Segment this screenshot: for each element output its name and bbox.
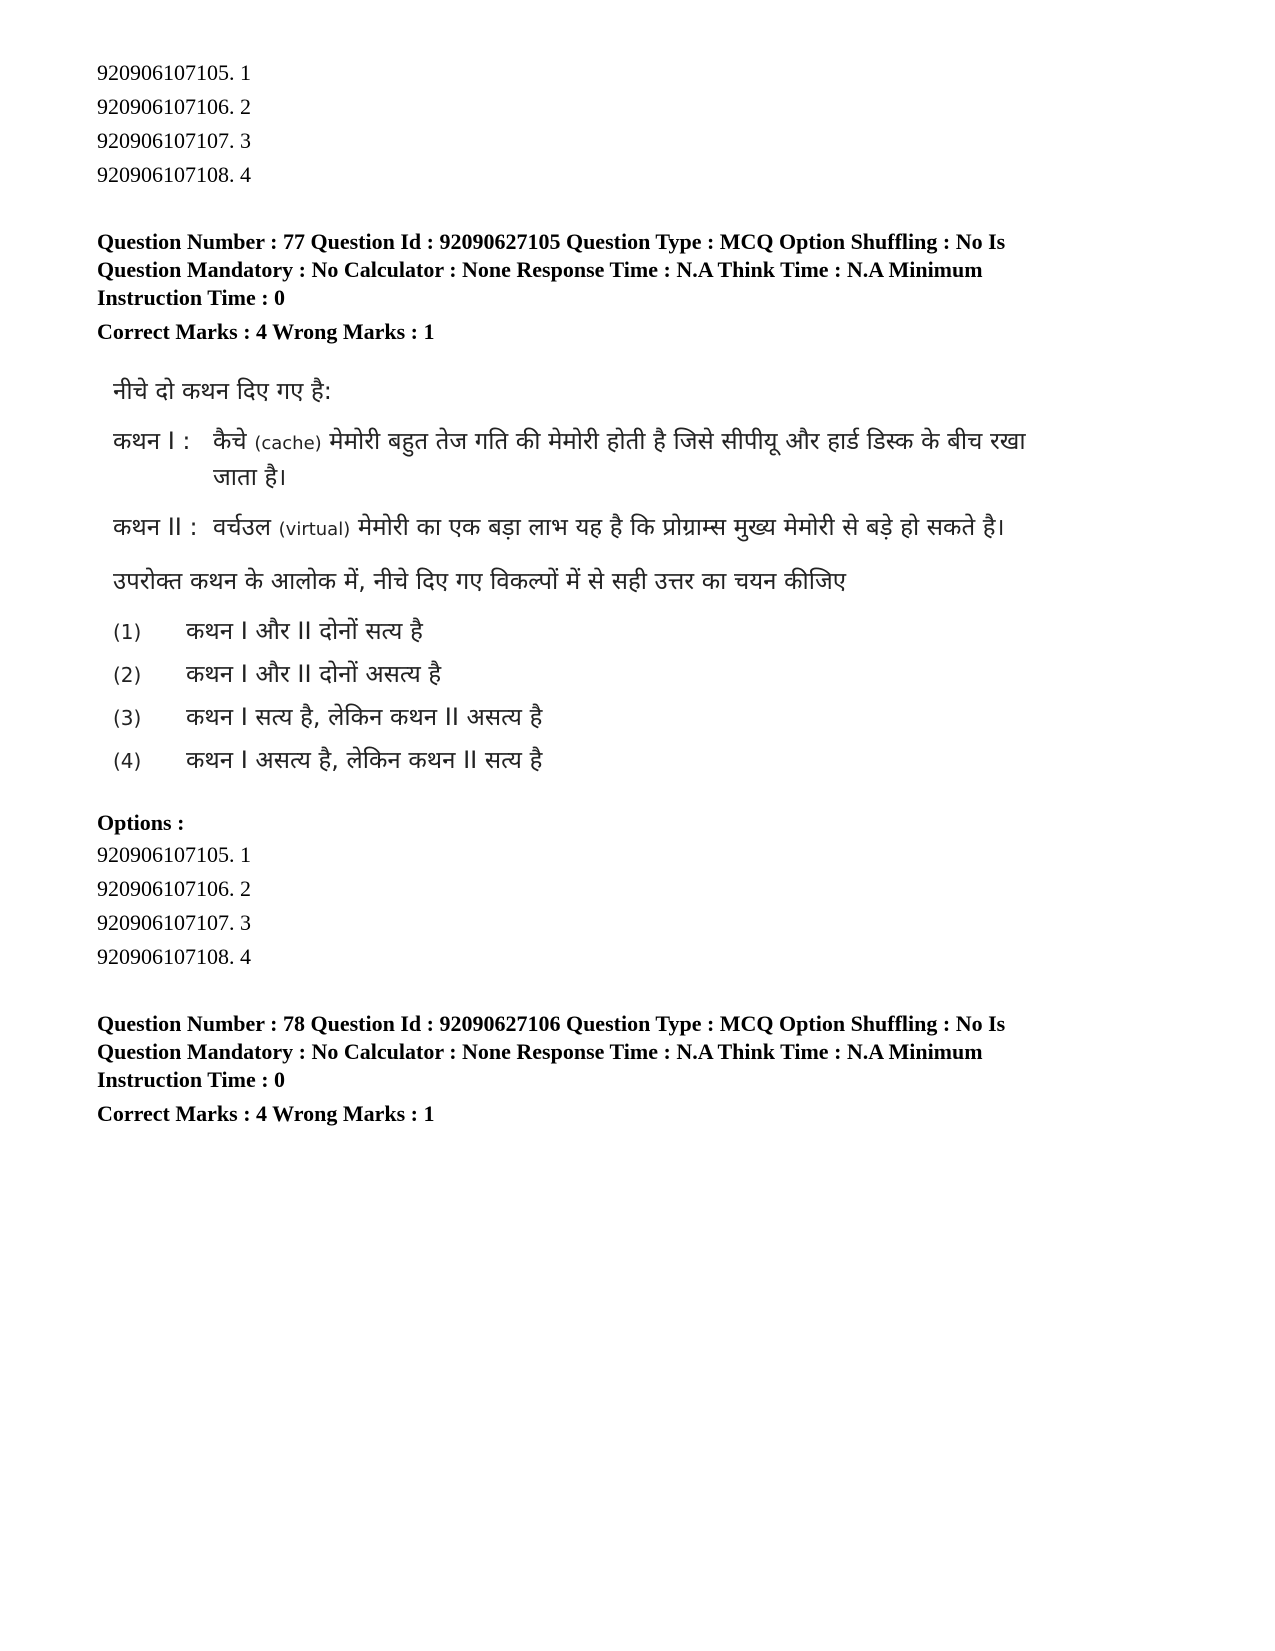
question-78 (97, 1010, 1187, 1128)
choice-number: (2) (113, 663, 142, 687)
statement-1 (113, 424, 1026, 457)
question-header-line: Question Mandatory : No Calculator : None Response Time : N.A Think Time : N.A Minimum (97, 1039, 983, 1064)
question-intro: नीचे दो कथन दिए गए है: (113, 377, 332, 405)
question-instruction: उपरोक्त कथन के आलोक में, नीचे दिए गए विकल्पों में से सही उत्तर का चयन कीजिए (113, 567, 847, 595)
choice-item (113, 657, 441, 690)
choice-item (113, 614, 423, 647)
statement-text-post: मेमोरी बहुत तेज गति की मेमोरी होती है जिसे सीपीयू और हार्ड डिस्क के बीच रखा (321, 427, 1026, 455)
option-line: 920906107107. 3 (97, 128, 251, 153)
options-list (97, 838, 1187, 974)
question-header-line: Question Number : 77 Question Id : 92090627105 Question Type : MCQ Option Shuffling : No Is (97, 229, 1006, 254)
question-marks: Correct Marks : 4 Wrong Marks : 1 (97, 319, 435, 344)
option-line: 920906107108. 4 (97, 162, 251, 187)
statement-label: कथन I : (113, 427, 191, 455)
statement-english-term: (cache) (254, 433, 322, 454)
choice-number: (4) (113, 749, 142, 773)
choice-item (113, 743, 542, 776)
statement-english-term: (virtual) (278, 519, 351, 540)
question-header-line: Instruction Time : 0 (97, 285, 286, 310)
choice-number: (3) (113, 706, 142, 730)
option-line: 920906107107. 3 (97, 910, 251, 935)
question-header-line: Instruction Time : 0 (97, 1067, 286, 1092)
choice-text: कथन I असत्य है, लेकिन कथन II सत्य है (186, 746, 543, 774)
statement-text-pre: वर्चउल (213, 513, 279, 541)
statement-1-continued: जाता है। (213, 463, 287, 491)
choice-text: कथन I सत्य है, लेकिन कथन II असत्य है (186, 703, 543, 731)
question-header (97, 228, 1187, 312)
choice-item (113, 700, 542, 733)
choice-text: कथन I और II दोनों सत्य है (186, 617, 423, 645)
statement-label: कथन II : (113, 513, 198, 541)
question-77 (97, 228, 1187, 974)
question-header (97, 1010, 1187, 1094)
statement-2 (113, 510, 1005, 543)
options-title: Options : (97, 810, 185, 835)
option-line: 920906107105. 1 (97, 60, 251, 85)
question-marks: Correct Marks : 4 Wrong Marks : 1 (97, 1101, 435, 1126)
question-header-line: Question Mandatory : No Calculator : None Response Time : N.A Think Time : N.A Minimum (97, 257, 983, 282)
choice-text: कथन I और II दोनों असत्य है (186, 660, 442, 688)
previous-options-list (97, 56, 1187, 192)
document-page (97, 56, 1187, 1128)
choice-number: (1) (113, 620, 142, 644)
option-line: 920906107105. 1 (97, 842, 251, 867)
option-line: 920906107108. 4 (97, 944, 251, 969)
option-line: 920906107106. 2 (97, 876, 251, 901)
statement-text-post: मेमोरी का एक बड़ा लाभ यह है कि प्रोग्राम्स मुख्य मेमोरी से बड़े हो सकते है। (350, 513, 1005, 541)
question-image (113, 374, 1113, 794)
option-line: 920906107106. 2 (97, 94, 251, 119)
statement-text-pre: कैचे (213, 427, 255, 455)
question-header-line: Question Number : 78 Question Id : 92090627106 Question Type : MCQ Option Shuffling : No Is (97, 1011, 1006, 1036)
